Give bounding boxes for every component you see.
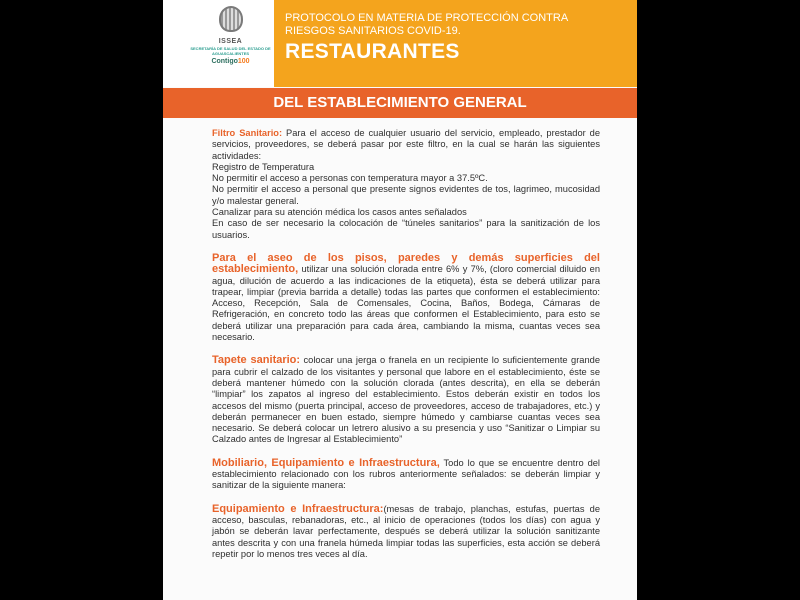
filtro-intro — [212, 128, 600, 162]
mobiliario-paragraph — [212, 458, 600, 492]
list-item: Registro de Temperatura — [212, 161, 315, 172]
equipamiento-block — [212, 504, 600, 560]
tapete-heading: Tapete sanitario: — [212, 354, 301, 367]
mobiliario-text: Todo lo que se encuentre dentro del establecimiento relacionado con los rubros anteriormente señalados: se deberán limpiar y sanitizar de la siguiente manera: — [212, 457, 600, 491]
page-title: RESTAURANTES — [285, 40, 460, 63]
filtro-sanitario-block — [212, 128, 600, 241]
slogan-number: 100 — [237, 58, 250, 65]
section-bar — [163, 88, 637, 118]
header — [163, 0, 637, 87]
filtro-intro-text: Para el acceso de cualquier usuario del servicio, empleado, prestador de servicios, proveedores, se deberá pasar por este filtro, en la cual se harán las siguientes actividades: — [212, 128, 600, 161]
equipamiento-text: (mesas de trabajo, planchas, estufas, puertas de acceso, basculas, rebanadoras, etc., al inicio de operaciones (todos los días) con agua y jabón se deberán lavar perfectamente, después se deberá utilizar la solución sanitizante antes descrita y con una franela húmeda limpiar todas las superficies, esta acción se deberá repetir por lo menos tres veces al día. — [212, 503, 600, 559]
issea-logo — [183, 6, 278, 82]
logo-name: ISSEA — [218, 38, 243, 45]
equipamiento-paragraph — [212, 504, 600, 560]
tapete-text: colocar una jerga o franela en un recipiente lo suficientemente grande para cubrir el calzado de los visitantes y personal que labore en el establecimiento, éste se deberá mantener húmedo con la solución clorada (antes descrita), en ella se deberán “limpiar” los zapatos al ingreso del establecimiento. Estos deberán existir en todos los accesos del mismo (puerta principal, acceso de proveedores, acceso de trabajadores, etc.) y deberán permanecer en buen estado, siempre húmedo y cambiarse cuantas veces sea necesario. Se deberá colocar un letrero alusivo a su presencia y uso “Sanitizar o Limpiar su Calzado antes de Ingresar al Establecimiento” — [212, 355, 600, 445]
aseo-block — [212, 253, 600, 343]
list-item: No permitir el acceso a personas con temperatura mayor a 37.5ºC. — [212, 173, 488, 184]
logo-slogan — [183, 57, 278, 67]
list-item: En caso de ser necesario la colocación de “túneles sanitarios” para la sanitización de los usuarios. — [212, 218, 600, 240]
mobiliario-block — [212, 458, 600, 492]
aseo-heading: Para el aseo de los pisos, paredes y demás superficies del establecimiento, — [212, 251, 600, 276]
list-item: Canalizar para su atención médica los casos antes señalados — [212, 207, 467, 218]
filtro-heading: Filtro Sanitario: — [212, 128, 283, 138]
document-body — [212, 128, 600, 572]
tapete-paragraph — [212, 355, 600, 445]
section-title: DEL ESTABLECIMIENTO GENERAL — [273, 94, 527, 111]
state-seal-icon — [219, 6, 243, 32]
protocol-subtitle: PROTOCOLO EN MATERIA DE PROTECCIÓN CONTRA RIESGOS SANITARIOS COVID-19. — [285, 12, 568, 37]
equipamiento-heading: Equipamiento e Infraestructura: — [212, 502, 384, 515]
aseo-paragraph — [212, 253, 600, 343]
aseo-text: utilizar una solución clorada entre 6% y 7%, (cloro comercial diluido en agua, dilución de acuerdo a las indicaciones de la etiqueta), ésta se deberá utilizar para trapear, limpiar (previa barrida a detalle) todas las partes que conformen el establecimiento: Acceso, Recepción, Sala de Comensales, Cocina, Baños, Bodega, Cámaras de Refrigeración, en concreto todo las áreas que conformen el Establecimiento, para esto se deberá utilizar una preparación para cada área, cambiando la misma, cuantas veces sea necesario. — [212, 264, 600, 343]
list-item: No permitir el acceso a personal que presente signos evidentes de tos, lagrimeo, mucosidad y/o malestar general. — [212, 184, 600, 206]
mobiliario-heading: Mobiliario, Equipamiento e Infraestructura, — [212, 456, 440, 469]
tapete-block — [212, 355, 600, 445]
document-page — [163, 0, 637, 600]
logo-agency: SECRETARÍA DE SALUD DEL ESTADO DE AGUASCALIENTES — [190, 46, 271, 56]
slogan-text: Contigo — [211, 58, 238, 65]
